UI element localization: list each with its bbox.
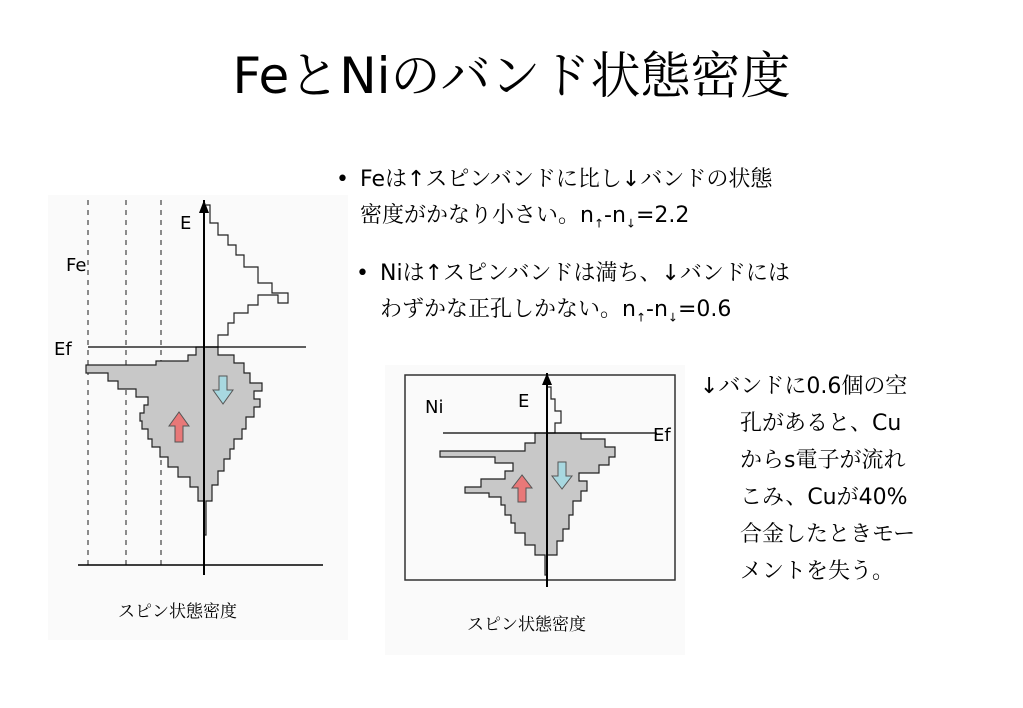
ni-dos-figure: [385, 365, 685, 655]
fe-caption: スピン状態密度: [118, 602, 237, 622]
bullet-fe-value: =2.2: [635, 203, 690, 228]
ni-caption: スピン状態密度: [467, 615, 586, 635]
bullet-fe: [336, 162, 773, 241]
bullet-fe-line2: [360, 198, 772, 241]
ni-fermi-label: Ef: [653, 425, 671, 446]
spin-down-subscript: ↓: [667, 310, 678, 325]
spin-up-subscript: ↑: [635, 310, 647, 325]
bullet-ni-text: わずかな正孔しかない。n: [380, 297, 636, 322]
bullet-ni-value: =0.6: [677, 297, 732, 322]
fe-fermi-label: Ef: [54, 339, 72, 360]
fe-energy-label: E: [180, 213, 192, 234]
page-title: FeとNiのバンド状態密度: [232, 47, 791, 105]
bullet-dot: •: [356, 261, 369, 286]
bullet-fe-text: 密度がかなり小さい。n: [360, 203, 594, 228]
ni-element-label: Ni: [425, 397, 444, 418]
bullet-ni-line2: [380, 292, 790, 335]
note-line: こみ、Cuが40%: [740, 485, 908, 510]
fe-dos-figure: [48, 195, 348, 640]
bullet-ni-minus-n: -n: [646, 297, 668, 322]
bullet-ni-line1: Niは↑スピンバンドは満ち、↓バンドには: [380, 261, 790, 286]
bullet-fe-line1: Feは↑スピンバンドに比し↓バンドの状態: [360, 167, 773, 192]
bullet-dot: •: [336, 167, 349, 192]
side-note: [700, 368, 990, 590]
note-line: 孔があると、Cu: [740, 411, 902, 436]
note-line: ↓バンドに0.6個の空: [700, 374, 908, 399]
note-line: 合金したときモー: [740, 522, 916, 547]
fe-element-label: Fe: [66, 255, 87, 276]
spin-up-subscript: ↑: [593, 216, 605, 231]
fe-dos-plot: [48, 195, 348, 640]
bullet-fe-minus-n: -n: [604, 203, 626, 228]
note-line: メントを失う。: [740, 559, 895, 584]
bullet-ni: [356, 256, 790, 335]
spin-down-subscript: ↓: [625, 216, 636, 231]
note-line: からs電子が流れ: [740, 448, 906, 473]
ni-energy-label: E: [518, 391, 530, 412]
